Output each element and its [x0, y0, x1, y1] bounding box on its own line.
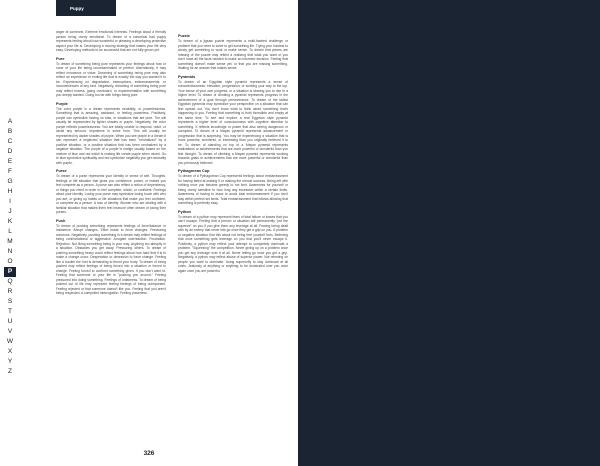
alphabet-letter-s[interactable]: S [7, 298, 13, 305]
alphabet-letter-v[interactable]: V [7, 328, 13, 335]
entry-title: Pythagorean Cup [178, 169, 210, 173]
section-header-tab [56, 0, 116, 16]
entry-paragraph: To dream of a jigsaw puzzle represents a multi-faceted challenge or problem that you need to solve to get something life. Trying your hardest to slowly get something to work or make sense. To dream that pieces are missing of the puzzle may reflect a realizing that what you want or you don't have all the facts needed to make an informed decision. Feeling that something doesn't make sense yet, or that you are missing something. Waiting for an answer that makes sense. [178, 39, 288, 70]
section-header-label: Puppy [70, 5, 84, 11]
alphabet-letter-k[interactable]: K [7, 218, 13, 225]
alphabet-letter-w[interactable]: W [6, 338, 14, 345]
alphabet-letter-l[interactable]: L [8, 228, 12, 235]
page-number: 326 [143, 450, 155, 457]
entry-paragraph: To dream of pushing something represents feelings of force/balance or insistence. Abrupt changes. Effort made to force changes. Pressuring someone. Negatively, pushing something in a dream may reflect feelings of being confrontational or aggressive. Arrogant overreaction. Frustration. Rejection. Not liking something being in your way. Anything too abruptly in a situation. Obstacles you get away. Pressuring others. To dream of pushing something heavy could reflect feelings about how hard that it is to make a change occur. Desperation or obsession to force change. Feeling like a burden the hurt is demanding to thrust your body. To dream of being pushed may reflect feelings of being forced into a situation or forced to change. Feeling forced to confront something given. If you don't want to. Feeling that someone or your life is "pushing you around." Feeling pressured into doing something. Feelings of unfairness. To dream of being pushed out of life may represent feeling feelings of being unimportant. Feeling rejected or that someone doesn't like you. Feeling that you aren't being respected. A compelled interrogation. Feeling powerless. [56, 223, 166, 295]
alphabet-letter-t[interactable]: T [8, 308, 12, 315]
alphabet-letter-o[interactable]: O [7, 258, 13, 265]
alphabet-letter-r[interactable]: R [7, 288, 13, 295]
alphabet-letter-p[interactable]: P [4, 267, 16, 277]
entry-paragraph: To dream of a purse represents your identity or sense of self. Thoughts, feelings or life situation that gives you confidence, power, or makes you feel complete as a person. A purse can also reflect a notion of dependency, or things you need in order to feel complete, whole, or confident. Feelings about your identity. Losing your purse may symbolize losing touch with who you are, or giving up habits or life situations that make you feel confident, or complete as a person. A loss of identity. Women who are dealing with a familiar situation that makes them feel insecure often dream of losing their purses. [56, 174, 166, 214]
entry-title: Purple [56, 101, 68, 106]
entry-title: Purse [56, 169, 67, 173]
book-page [0, 0, 298, 466]
alphabet-letter-f[interactable]: F [8, 168, 12, 175]
alphabet-letter-j[interactable]: J [8, 208, 12, 215]
alphabet-index [4, 117, 16, 377]
entry-title: Python [178, 209, 191, 214]
entry-paragraph: The color purple in a dream represents neutrality, or powerlessness. Something that is amazing, awkward, or feeling powerless. Positively, purple can symbolize having no bias, or situations that are pure. The will usually be represented by lighter shades or purple. Negatively, the color purple reflects powerlessness. You are totally unable to respond, react, or derail any amount. Impotence in some form. This will usually be represented by darker shades of purple. When you see purple in a dream it can represent a neglected situation that has been "neutralized" by a positive situation, or a positive situation that has been neutralized by a negative situation. The purple of a purple is malign usually based on the mixture of blue and red which is making life create purple when mixed. Go to blue symbolize spirituality and red symbolize negativity you get neutrality with purple. [56, 106, 166, 165]
entry-title: Pure [56, 56, 65, 61]
entry-paragraph: To dream of an Egyptian style pyramid represents a sense of conscientiousness, elevation, progression, or working your way to the top. Your sense of your own progress, or a situation is slowing you to rise to a higher level. To dream of climbing a pyramid represents progress in the achievement of a goal through perseverance. To dream of the tallest Egyptian pyramids may symbolize your perspective on a situation that can feel spread out. You don't know what to think about something that's happening to you. Feeling that something is both incredible and empty at the same time. To see and explore a real Egyptian style pyramid represents a higher level of consciousness with cognitive attention to something. It reflects knowledge or power that also seeing dangerous or corrupted. To dream of a Mayan pyramid represents advancement or progression that is surprising. You may be experiencing a situation that is more powerful, wonderful, or interesting than you originally believed it to be. To dream of standing on top of a Mayan pyramid represents realizations or achievements that are more powerful or wonderful than you first thought. To dream of climbing a Mayan pyramid represents working towards goals or achievements that are more powerful or wonderful than you previously believed. [178, 79, 288, 165]
alphabet-letter-c[interactable]: C [7, 138, 13, 145]
alphabet-letter-d[interactable]: D [7, 148, 13, 155]
alphabet-letter-e[interactable]: E [7, 158, 13, 165]
alphabet-letter-m[interactable]: M [7, 238, 13, 245]
left-column [56, 30, 166, 446]
content-columns [56, 30, 288, 446]
alphabet-letter-b[interactable]: B [7, 128, 13, 135]
entry-paragraph: To dream of something being pure represents your feelings about how or none of your life being uncontaminated or perfect. Alternatively, it may reflect innocence or virtue. Dreaming of something being pure may also reflect an experience or ending life that is exactly the way you wanted it to be. Experiencing no degradation, interruptions, embarrassments, or inconveniences of any kind. Negatively, dreaming of something being pure may reflect excess, going overboard, or experimentation with something you deeply wanted. Going too far with things being pure. [56, 61, 166, 97]
intro-paragraph: anger at someone. Extreme emotional interests. Feelings about a friendly person being overly emotional. To dream of a canonical bad puppy represents feeling about how wonderful or pleasing a developing protective aspect your life is. Developing a moving strategy that makes your life very easy. Developing methods to be successful that are not fully grown yet. [56, 30, 166, 52]
entry-title: Pyramids [178, 74, 196, 79]
alphabet-letter-z[interactable]: Z [8, 368, 12, 375]
alphabet-letter-h[interactable]: H [7, 188, 13, 195]
alphabet-letter-n[interactable]: N [7, 248, 13, 255]
alphabet-letter-g[interactable]: G [7, 178, 13, 185]
alphabet-letter-x[interactable]: X [7, 348, 13, 355]
entry-paragraph: To dream of a python may represent fears of total failure or losses that you can't escape. Feeling that a person or situation will permanently "put the squeeze" on you if you give them any leverage at all. Fearing being dealt with by an enemy that never lets go once they get a grip on you. A problem or negative situation that this about not being free yourself from. Believing that once something gets leverage on you that you'll never escape it. Positively, a python may reflect your attempt to completely dominate a problem. "Squeezing" the competition. Never giving up on a problem once you get any leverage over it at all. Never letting go once you get a grip. Negatively, a python may reflect abuse of superior power. Not relenting on people you want to dominate. Using superiority to stay dominant at all costs. Jealously of anything or anything to be dominated over you once again once you are powerful. [178, 214, 288, 273]
alphabet-letter-y[interactable]: Y [7, 358, 13, 365]
alphabet-letter-a[interactable]: A [7, 118, 13, 125]
entry-title: Push [56, 218, 66, 223]
entry-paragraph: To dream of a Pythagorean Cup represents feelings about embarrassment for having failed at making it or making the utmost success. Being left with nothing once you became greedy to not limit. Awareness for yourself or being overly sensitive to how long any excessive within a certain limits. Awareness of having to leave to avoid total embarrassment if you don't stay within perfect set limits. Total embarrassment that follows allowing that something is perfectly easy. [178, 174, 288, 205]
alphabet-letter-q[interactable]: Q [7, 278, 13, 285]
alphabet-letter-u[interactable]: U [7, 318, 13, 325]
entry-title: Puzzle [178, 34, 190, 38]
right-column [178, 30, 288, 446]
alphabet-letter-i[interactable]: I [9, 198, 11, 205]
